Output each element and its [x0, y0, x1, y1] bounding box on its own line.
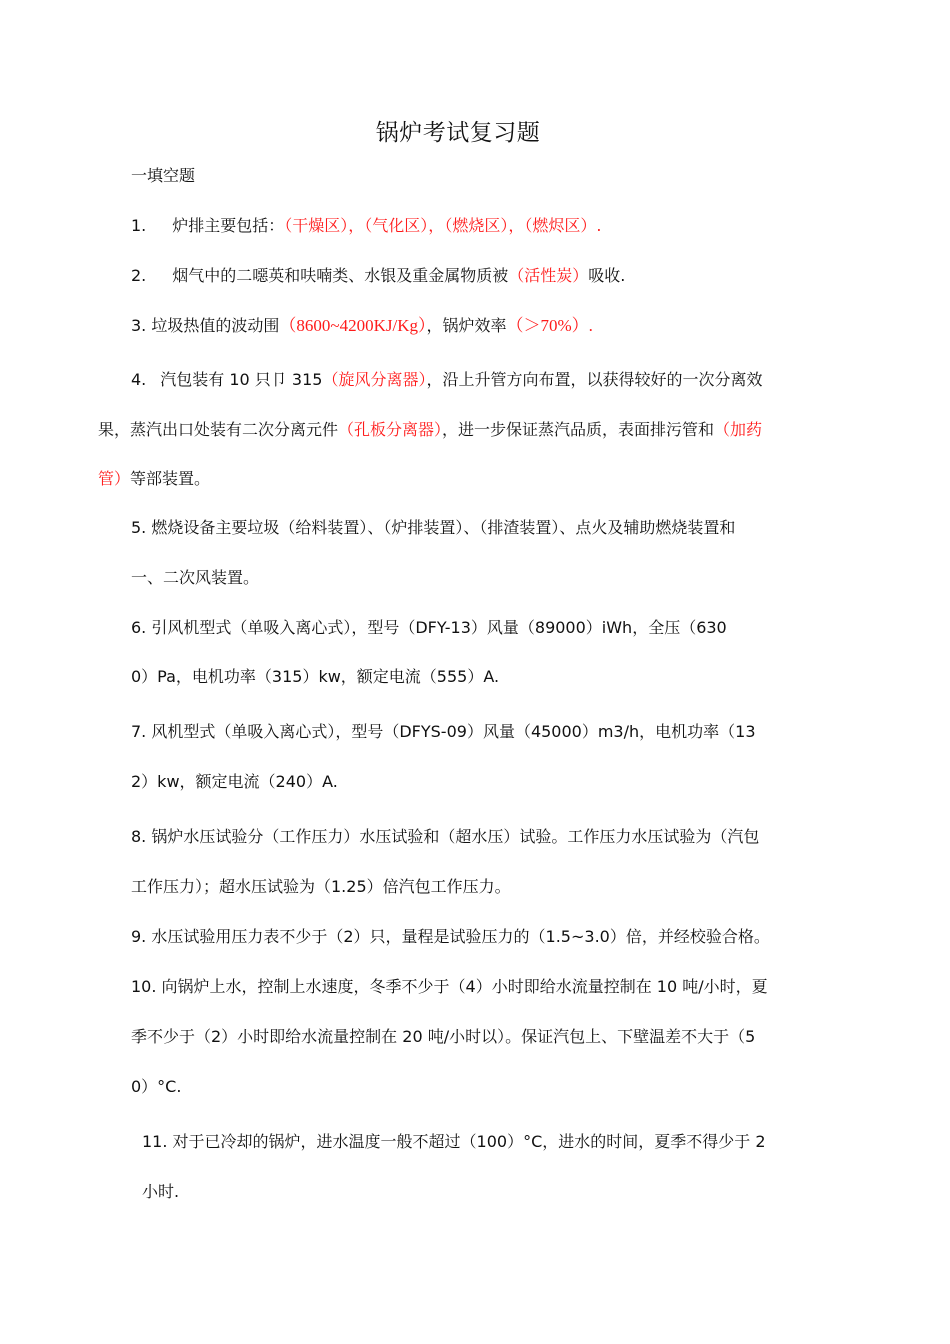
question-number: 1.: [131, 216, 147, 235]
question-10-line-3: 0）°C.: [131, 1077, 182, 1096]
question-4-line-1: [131, 370, 762, 390]
question-text: 垃圾热值的波动围: [151, 316, 280, 335]
question-1: [131, 216, 601, 236]
question-4-line-2: [98, 420, 762, 440]
question-11-line-2: 小时.: [142, 1182, 180, 1201]
question-text: 烟气中的二噁英和呋喃类、水银及重金属物质被: [172, 266, 509, 285]
section-heading: 一填空题: [131, 166, 196, 185]
answer-cyclone-separator: （旋风分离器）: [322, 370, 427, 389]
question-text: ，进一步保证蒸汽品质，表面排污管和: [442, 420, 715, 439]
question-7-line-2: 2）kw，额定电流（240）A.: [131, 772, 338, 791]
answer-dosing-pipe-end: 管）: [98, 469, 131, 488]
answer-boiler-efficiency: （＞70%）.: [506, 316, 593, 335]
question-text: ，沿上升管方向布置，以获得较好的一次分离效: [426, 370, 763, 389]
answer-combustion-zone: （燃烧区），: [444, 216, 525, 235]
question-11-line-1: 11. 对于已冷却的锅炉，进水温度一般不超过（100）°C，进水的时间，夏季不得少于 2: [142, 1132, 766, 1151]
question-5-line-1: 5. 燃烧设备主要垃圾（给料装置）、（炉排装置）、（排渣装置）、点火及辅助燃烧装置和: [131, 518, 736, 537]
question-text: 果，蒸汽出口处装有二次分离元件: [98, 420, 339, 439]
answer-orifice-separator: （孔板分离器）: [338, 420, 443, 439]
answer-dry-zone: （干燥区），: [284, 216, 365, 235]
question-number: 2.: [131, 266, 147, 285]
question-7-line-1: 7. 风机型式（单吸入离心式），型号（DFYS-09）风量（45000）m3/h，电机功率（13: [131, 722, 756, 741]
question-2: [131, 266, 625, 286]
answer-activated-carbon: （活性炭）: [508, 266, 589, 285]
question-mid: ，锅炉效率: [426, 316, 507, 335]
question-text: 汽包装有 10 只卩 315: [160, 370, 323, 389]
document-title: 锅炉考试复习题: [375, 120, 541, 146]
answer-dosing-pipe: （加药: [714, 420, 763, 439]
question-number: 4.: [131, 370, 147, 389]
question-6-line-1: 6. 引风机型式（单吸入离心式），型号（DFY-13）风量（89000）iWh，全压（630: [131, 618, 727, 637]
question-9-line-1: 9. 水压试验用压力表不少于（2）只，量程是试验压力的（1.5~3.0）倍，并经校验合格。: [131, 927, 770, 946]
question-8-line-2: 工作压力）；超水压试验为（1.25）倍汽包工作压力。: [131, 877, 511, 896]
question-8-line-1: 8. 锅炉水压试验分（工作压力）水压试验和（超水压）试验。工作压力水压试验为（汽包: [131, 827, 760, 846]
answer-heat-value-range: （8600~4200KJ/Kg）: [279, 316, 427, 335]
question-5-line-2: 一、二次风装置。: [131, 568, 260, 587]
question-text: 炉排主要包括：: [172, 216, 285, 235]
question-6-line-2: 0）Pa，电机功率（315）kw，额定电流（555）A.: [131, 667, 500, 686]
answer-burnout-zone: （燃烬区）.: [524, 216, 602, 235]
question-10-line-1: 10. 向锅炉上水，控制上水速度，冬季不少于（4）小时即给水流量控制在 10 吨/小时，夏: [131, 977, 768, 996]
question-4-line-3: [98, 469, 210, 489]
question-number: 3.: [131, 316, 147, 335]
question-text: 等部装置。: [130, 469, 211, 488]
question-tail: 吸收.: [588, 266, 626, 285]
answer-gasification-zone: （气化区），: [364, 216, 445, 235]
question-10-line-2: 季不少于（2）小时即给水流量控制在 20 吨/小时以）。保证汽包上、下壁温差不大于（5: [131, 1027, 756, 1046]
question-3: [131, 316, 593, 336]
